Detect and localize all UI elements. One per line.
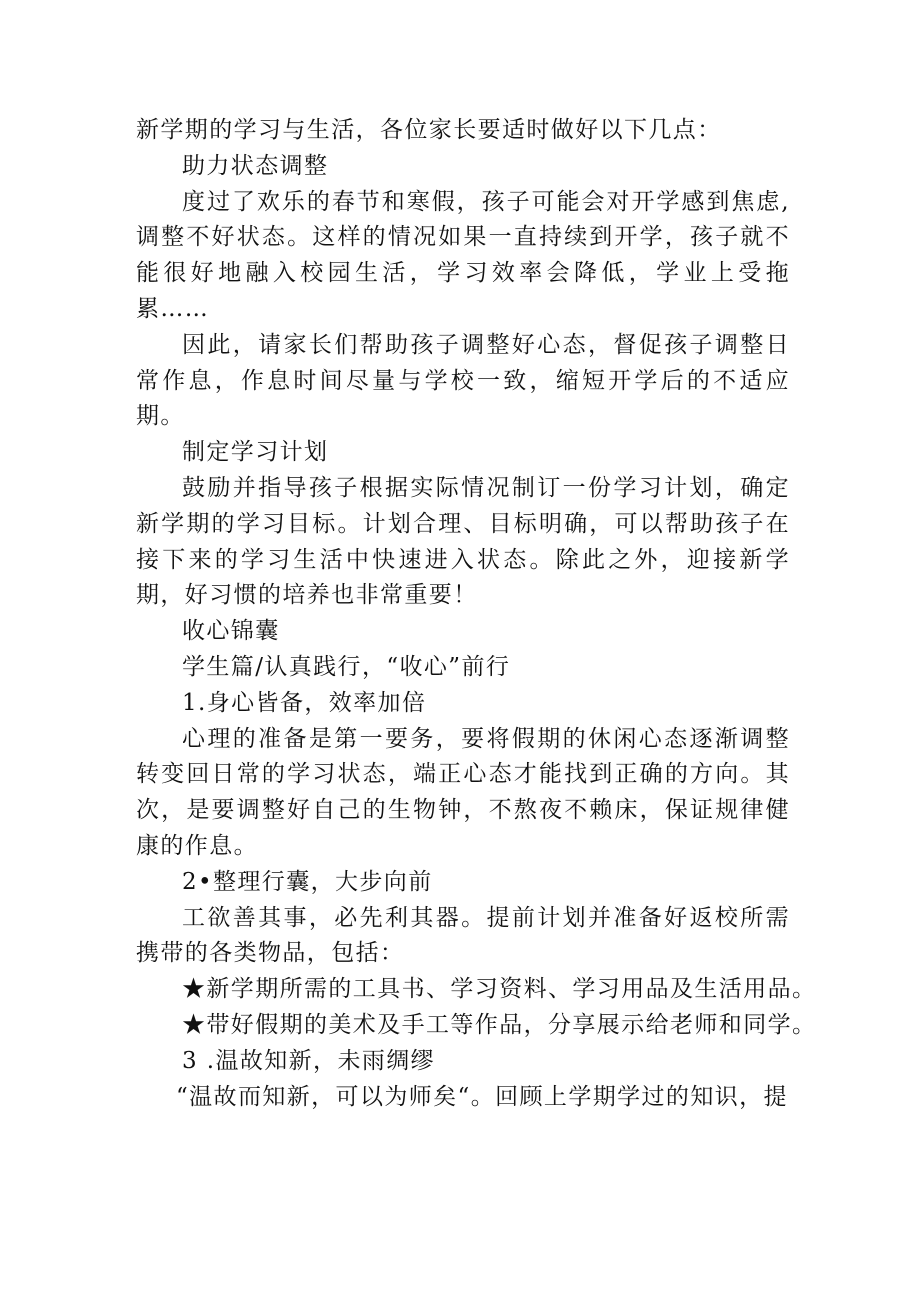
- bullet-item-artworks: ★带好假期的美术及手工等作品，分享展示给老师和同学。: [182, 1011, 817, 1038]
- section-heading-tips: 收心锦囊: [182, 618, 280, 645]
- paragraph-review-quote: “温故而知新，可以为师矣“。回顾上学期学过的知识，提: [176, 1083, 788, 1110]
- section-heading-status: 助力状态调整: [182, 152, 329, 179]
- bullet-item-supplies: ★新学期所需的工具书、学习资料、学习用品及生活用品。: [182, 976, 817, 1003]
- item-heading-2: 2•整理行囊，大步向前: [182, 868, 433, 895]
- item-heading-1: 1.身心皆备，效率加倍: [182, 689, 427, 716]
- item-heading-3: 3 .温故知新，未雨绸缪: [182, 1047, 436, 1074]
- paragraph-mental-prep: 心理的准备是第一要务，要将假期的休闲心态逐渐调整转变回日常的学习状态，端正心态才能找到正确的方向。其次，是要调整好自己的生物钟，不熬夜不赖床，保证规律健康的作息。: [136, 725, 790, 859]
- intro-paragraph: 新学期的学习与生活，各位家长要适时做好以下几点：: [136, 117, 722, 143]
- paragraph-study-plan: 鼓励并指导孩子根据实际情况制订一份学习计划，确定新学期的学习目标。计划合理、目标明确，可以帮助孩子在接下来的学习生活中快速进入状态。除此之外，迎接新学期，好习惯的培养也非常重要！: [136, 474, 790, 609]
- paragraph-parents-help: 因此，请家长们帮助孩子调整好心态，督促孩子调整日常作息，作息时间尽量与学校一致，缩短开学后的不适应期。: [136, 331, 790, 430]
- paragraph-prepare-items: 工欲善其事，必先利其器。提前计划并准备好返校所需携带的各类物品，包括：: [136, 904, 790, 967]
- paragraph-anxiety: 度过了欢乐的春节和寒假，孩子可能会对开学感到焦虑,调整不好状态。这样的情况如果一直持续到开学，孩子就不能很好地融入校园生活，学习效率会降低，学业上受拖累……: [136, 188, 790, 322]
- section-subheading-students: 学生篇/认真践行，“收心”前行: [182, 653, 511, 680]
- section-heading-plan: 制定学习计划: [182, 439, 329, 466]
- document-body: [136, 113, 817, 1115]
